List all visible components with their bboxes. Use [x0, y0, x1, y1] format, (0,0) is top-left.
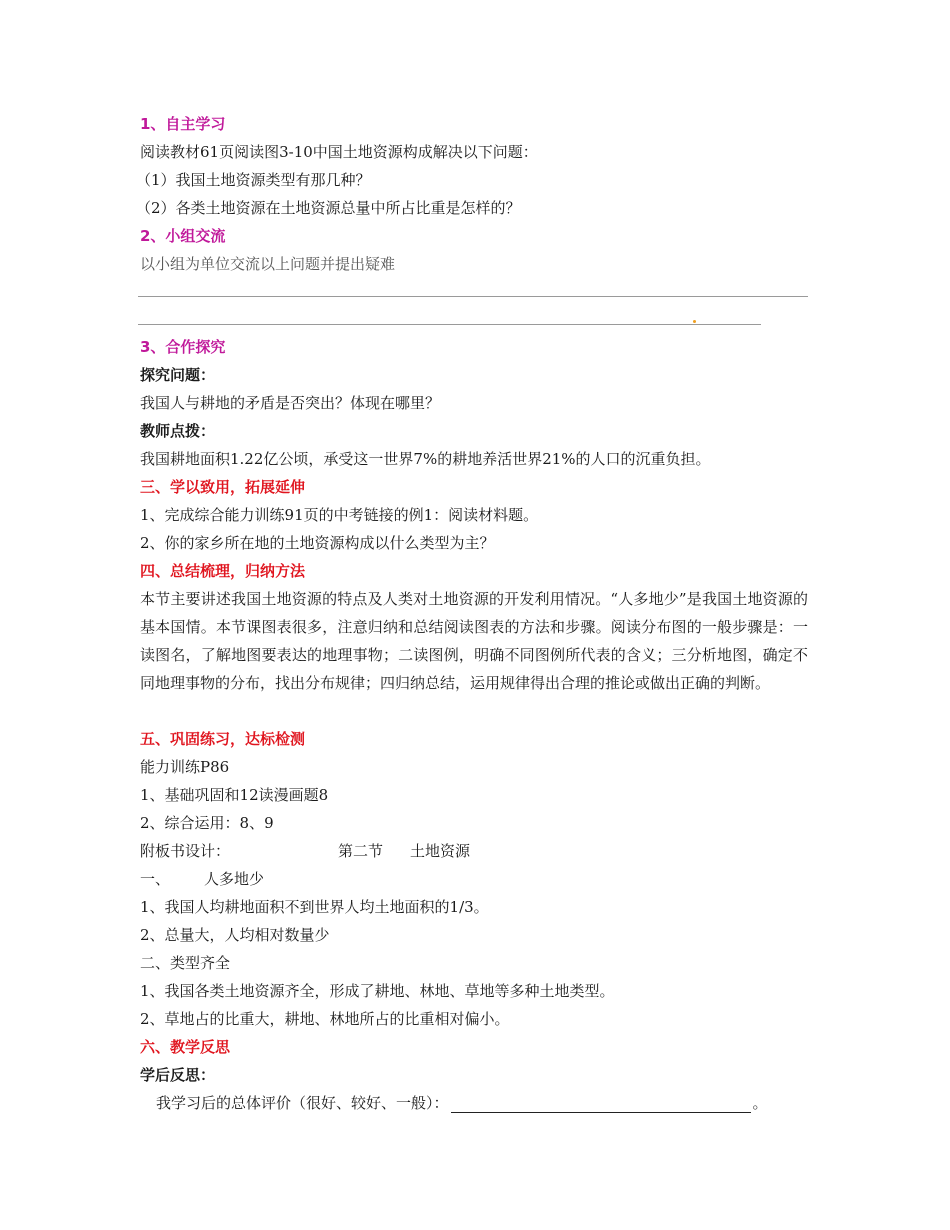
teacher-guidance-label: 教师点拨： — [140, 422, 216, 440]
reflection-line — [156, 1093, 768, 1113]
practice-line-2: 1、基础巩固和12读漫画题8 — [140, 786, 329, 804]
question-2: （2）各类土地资源在土地资源总量中所占比重是怎样的？ — [136, 199, 521, 217]
board-title-topic: 土地资源 — [410, 842, 471, 860]
question-1: （1）我国土地资源类型有那几种？ — [136, 171, 371, 189]
part-heading-practice: 五、巩固练习，达标检测 — [140, 730, 306, 748]
answer-line-2 — [138, 324, 761, 325]
part-heading-summary: 四、总结梳理，归纳方法 — [140, 562, 306, 580]
part-heading-apply: 三、学以致用，拓展延伸 — [140, 478, 306, 496]
mark-dot — [693, 320, 696, 323]
section-heading-cooperative-inquiry: 3、合作探究 — [140, 338, 226, 356]
board-design-label: 附板书设计： — [140, 842, 231, 860]
board-point-1-item-1: 1、我国人均耕地面积不到世界人均土地面积的1/3。 — [140, 898, 489, 916]
summary-paragraph: 本节主要讲述我国土地资源的特点及人类对土地资源的开发利用情况。“人多地少”是我国土地资源的基本国情。本节课图表很多，注意归纳和总结阅读图表的方法和步骤。阅读分布图的一般步骤是：一读图名，了解地图要表达的地理事物；二读图例，明确不同图例所代表的含义；三分析地图，确定不同地理事物的分布，找出分布规律；四归纳总结，运用规律得出合理的推论或做出正确的判断。 — [140, 590, 808, 692]
apply-item-2: 2、你的家乡所在地的土地资源构成以什么类型为主？ — [140, 534, 495, 552]
board-point-2-item-2: 2、草地占的比重大，耕地、林地所占的比重相对偏小。 — [140, 1010, 510, 1028]
board-point-1-text: 人多地少 — [204, 870, 265, 888]
board-point-1-number: 一、 — [140, 870, 171, 888]
teacher-guidance: 我国耕地面积1.22亿公顷，承受这一世界7%的耕地养活世界21%的人口的沉重负担。 — [140, 450, 711, 468]
practice-line-3: 2、综合运用：8、9 — [140, 814, 274, 832]
section-heading-self-study: 1、自主学习 — [140, 115, 226, 133]
reflection-prompt: 我学习后的总体评价（很好、较好、一般）： — [156, 1094, 449, 1112]
inquiry-question-label: 探究问题： — [140, 366, 216, 384]
board-point-1-item-2: 2、总量大，人均相对数量少 — [140, 926, 330, 944]
reflection-end-mark: 。 — [752, 1094, 768, 1112]
answer-line-1 — [138, 296, 808, 297]
board-point-2-item-1: 1、我国各类土地资源齐全，形成了耕地、林地、草地等多种土地类型。 — [140, 982, 615, 1000]
inquiry-question: 我国人与耕地的矛盾是否突出？体现在哪里？ — [140, 394, 441, 412]
reflection-answer-blank[interactable] — [451, 1096, 751, 1113]
board-title-section: 第二节 — [338, 842, 384, 860]
board-point-2: 二、类型齐全 — [140, 954, 231, 972]
practice-line-1: 能力训练P86 — [140, 758, 230, 776]
section-heading-group-exchange: 2、小组交流 — [140, 227, 226, 245]
self-study-intro: 阅读教材61页阅读图3-10中国土地资源构成解决以下问题： — [140, 143, 538, 161]
apply-item-1: 1、完成综合能力训练91页的中考链接的例1：阅读材料题。 — [140, 506, 539, 524]
group-exchange-text: 以小组为单位交流以上问题并提出疑难 — [140, 255, 396, 273]
part-heading-reflection: 六、教学反思 — [140, 1038, 231, 1056]
reflection-label: 学后反思： — [140, 1066, 216, 1084]
